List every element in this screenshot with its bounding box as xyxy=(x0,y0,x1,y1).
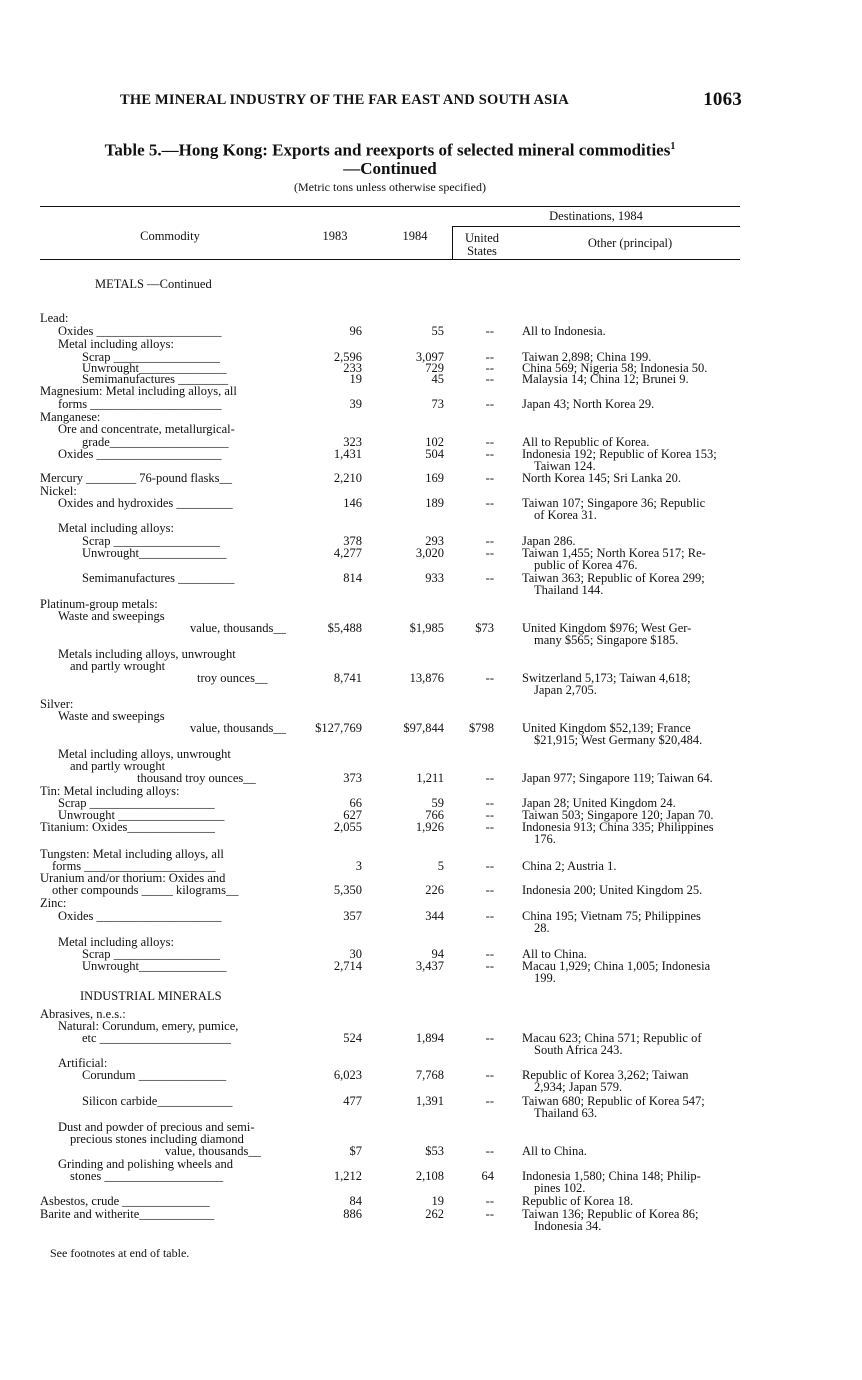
table-row xyxy=(40,1145,740,1157)
commodity-cell: Silver: xyxy=(40,697,74,711)
table-row xyxy=(40,1220,740,1232)
commodity-cell: Unwrought _________________ xyxy=(58,808,225,822)
other-destinations-cell: Indonesia 192; Republic of Korea 153; xyxy=(522,447,717,461)
united-states-cell: $73 xyxy=(475,621,494,635)
other-destinations-cell: 2,934; Japan 579. xyxy=(534,1080,623,1094)
commodity-cell: and partly wrought xyxy=(70,759,166,773)
table-row xyxy=(40,497,740,509)
value-1984-cell: 7,768 xyxy=(415,1068,444,1082)
other-destinations-cell: All to China. xyxy=(522,1144,587,1158)
united-states-cell: -- xyxy=(485,1194,494,1208)
table-row xyxy=(40,398,740,410)
value-1983-cell: 3 xyxy=(355,859,362,873)
value-1984-cell: 102 xyxy=(425,435,444,449)
value-1983-cell: 96 xyxy=(349,324,362,338)
value-1984-cell: 1,926 xyxy=(415,820,444,834)
commodity-cell: Mercury ________ 76-pound flasks__ xyxy=(40,471,232,485)
table-title-line2: —Continued xyxy=(343,158,437,178)
table-row xyxy=(40,1182,740,1194)
table-row xyxy=(40,1195,740,1207)
value-1983-cell: 30 xyxy=(349,947,362,961)
table-row xyxy=(40,972,740,984)
commodity-cell: Tin: Metal including alloys: xyxy=(40,784,180,798)
united-states-cell: -- xyxy=(485,1031,494,1045)
other-destinations-cell: Taiwan 503; Singapore 120; Japan 70. xyxy=(522,808,714,822)
value-1984-cell: 344 xyxy=(425,909,444,923)
value-1983-cell: 357 xyxy=(343,909,362,923)
value-1984-cell: $53 xyxy=(425,1144,444,1158)
commodity-cell: Oxides ____________________ xyxy=(58,447,222,461)
table-row xyxy=(40,897,740,909)
table-row xyxy=(40,1044,740,1056)
commodity-cell: Metal including alloys: xyxy=(58,521,174,535)
col-header-destinations: Destinations, 1984 xyxy=(549,209,643,223)
commodity-cell: Unwrought______________ xyxy=(82,361,227,375)
value-1984-cell: 1,894 xyxy=(415,1031,444,1045)
commodity-cell: Silicon carbide____________ xyxy=(82,1094,233,1108)
table-row xyxy=(40,338,740,350)
other-destinations-cell: China 2; Austria 1. xyxy=(522,859,617,873)
united-states-cell: -- xyxy=(485,771,494,785)
other-destinations-cell: Taiwan 136; Republic of Korea 86; xyxy=(522,1207,699,1221)
footnote: See footnotes at end of table. xyxy=(50,1246,190,1260)
other-destinations-cell: Taiwan 2,898; China 199. xyxy=(522,350,652,364)
other-destinations-cell: Macau 623; China 571; Republic of xyxy=(522,1031,702,1045)
table-row xyxy=(40,684,740,696)
value-1983-cell: 6,023 xyxy=(333,1068,362,1082)
commodity-cell: Scrap ____________________ xyxy=(58,796,215,810)
value-1983-cell: 19 xyxy=(349,372,362,386)
united-states-cell: -- xyxy=(485,534,494,548)
value-1984-cell: 189 xyxy=(425,496,444,510)
commodity-cell: other compounds _____ kilograms__ xyxy=(52,883,239,897)
value-1983-cell: 84 xyxy=(349,1194,362,1208)
value-1983-cell: 2,714 xyxy=(333,959,362,973)
other-destinations-cell: public of Korea 476. xyxy=(534,558,638,572)
united-states-cell: -- xyxy=(485,435,494,449)
table-row xyxy=(40,325,740,337)
commodity-cell: forms _____________________ xyxy=(52,859,216,873)
value-1984-cell: 19 xyxy=(431,1194,444,1208)
section-industrial-minerals: INDUSTRIAL MINERALS xyxy=(80,989,222,1003)
united-states-cell: -- xyxy=(485,959,494,973)
other-destinations-cell: Taiwan 124. xyxy=(534,459,596,473)
value-1983-cell: 233 xyxy=(343,361,362,375)
table-title xyxy=(40,138,740,178)
value-1983-cell: 5,350 xyxy=(333,883,362,897)
table-row xyxy=(40,1081,740,1093)
header-divider xyxy=(452,226,453,260)
united-states-cell: -- xyxy=(485,397,494,411)
value-1984-cell: 504 xyxy=(425,447,444,461)
table-row xyxy=(40,312,740,324)
other-destinations-cell: Taiwan 107; Singapore 36; Republic xyxy=(522,496,706,510)
commodity-cell: Corundum ______________ xyxy=(82,1068,227,1082)
other-destinations-cell: of Korea 31. xyxy=(534,508,597,522)
table-row xyxy=(40,772,740,784)
other-destinations-cell: North Korea 145; Sri Lanka 20. xyxy=(522,471,681,485)
other-destinations-cell: All to China. xyxy=(522,947,587,961)
commodity-cell: Artificial: xyxy=(58,1056,108,1070)
other-destinations-cell: Indonesia 200; United Kingdom 25. xyxy=(522,883,703,897)
value-1983-cell: $127,769 xyxy=(315,721,362,735)
other-destinations-cell: Indonesia 1,580; China 148; Philip- xyxy=(522,1169,701,1183)
page-number: 1063 xyxy=(703,89,742,110)
other-destinations-cell: Japan 977; Singapore 119; Taiwan 64. xyxy=(522,771,713,785)
table-row xyxy=(40,922,740,934)
table-row xyxy=(40,472,740,484)
united-states-cell: -- xyxy=(485,471,494,485)
table-row xyxy=(40,884,740,896)
value-1983-cell: 2,210 xyxy=(333,471,362,485)
commodity-cell: Zinc: xyxy=(40,896,67,910)
value-1984-cell: 73 xyxy=(431,397,444,411)
value-1984-cell: 13,876 xyxy=(409,671,444,685)
value-1984-cell: 766 xyxy=(425,808,444,822)
commodity-cell: Titanium: Oxides______________ xyxy=(40,820,215,834)
value-1984-cell: 3,437 xyxy=(415,959,444,973)
commodity-cell: Uranium and/or thorium: Oxides and xyxy=(40,871,226,885)
value-1984-cell: 293 xyxy=(425,534,444,548)
commodity-cell: Metal including alloys: xyxy=(58,935,174,949)
other-destinations-cell: Japan 2,705. xyxy=(534,683,597,697)
other-destinations-cell: Taiwan 363; Republic of Korea 299; xyxy=(522,571,705,585)
value-1984-cell: 226 xyxy=(425,883,444,897)
commodity-cell: Semimanufactures _________ xyxy=(82,571,235,585)
value-1983-cell: 373 xyxy=(343,771,362,785)
title-footnote-mark: 1 xyxy=(670,141,676,152)
other-destinations-cell: Japan 286. xyxy=(522,534,576,548)
commodity-cell: thousand troy ounces__ xyxy=(137,771,256,785)
commodity-cell: value, thousands__ xyxy=(165,1144,261,1158)
commodity-cell: Abrasives, n.e.s.: xyxy=(40,1007,126,1021)
table-row xyxy=(40,522,740,534)
other-destinations-cell: pines 102. xyxy=(534,1181,586,1195)
other-destinations-cell: Republic of Korea 18. xyxy=(522,1194,634,1208)
table-row xyxy=(40,1032,740,1044)
table-title-line1: Table 5.—Hong Kong: Exports and reexports of selected mineral commodities xyxy=(104,140,671,160)
table-row xyxy=(40,584,740,596)
value-1984-cell: 169 xyxy=(425,471,444,485)
col-header-united-states: United States xyxy=(464,231,500,258)
value-1984-cell: 3,020 xyxy=(415,546,444,560)
value-1983-cell: 477 xyxy=(343,1094,362,1108)
united-states-cell: -- xyxy=(485,671,494,685)
value-1983-cell: 1,212 xyxy=(333,1169,362,1183)
united-states-cell: -- xyxy=(485,820,494,834)
commodity-cell: Waste and sweepings xyxy=(58,709,165,723)
commodity-cell: grade___________________ xyxy=(82,435,229,449)
commodity-cell: Dust and powder of precious and semi- xyxy=(58,1120,255,1134)
other-destinations-cell: Japan 43; North Korea 29. xyxy=(522,397,655,411)
value-1983-cell: 66 xyxy=(349,796,362,810)
commodity-cell: Natural: Corundum, emery, pumice, xyxy=(58,1019,239,1033)
table-row xyxy=(40,1069,740,1081)
table-row xyxy=(40,1107,740,1119)
value-1984-cell: 262 xyxy=(425,1207,444,1221)
commodity-cell: Metal including alloys: xyxy=(58,337,174,351)
value-1984-cell: 2,108 xyxy=(415,1169,444,1183)
table-row xyxy=(40,572,740,584)
other-destinations-cell: Republic of Korea 3,262; Taiwan xyxy=(522,1068,689,1082)
other-destinations-cell: China 569; Nigeria 58; Indonesia 50. xyxy=(522,361,708,375)
value-1983-cell: 8,741 xyxy=(333,671,362,685)
table-row xyxy=(40,833,740,845)
commodity-cell: Lead: xyxy=(40,311,69,325)
united-states-cell: -- xyxy=(485,324,494,338)
table-row xyxy=(40,672,740,684)
commodity-cell: value, thousands__ xyxy=(190,621,286,635)
commodity-cell: Unwrought______________ xyxy=(82,959,227,973)
other-destinations-cell: Indonesia 34. xyxy=(534,1219,602,1233)
commodity-cell: forms _____________________ xyxy=(58,397,222,411)
other-destinations-cell: many $565; Singapore $185. xyxy=(534,633,679,647)
value-1983-cell: 39 xyxy=(349,397,362,411)
other-destinations-cell: All to Republic of Korea. xyxy=(522,435,650,449)
commodity-cell: troy ounces__ xyxy=(197,671,268,685)
table-row xyxy=(40,448,740,460)
value-1983-cell: 1,431 xyxy=(333,447,362,461)
table-row xyxy=(40,385,740,397)
value-1984-cell: 1,391 xyxy=(415,1094,444,1108)
destinations-rule xyxy=(452,226,740,227)
value-1984-cell: 59 xyxy=(431,796,444,810)
table-row xyxy=(40,1170,740,1182)
other-destinations-cell: South Africa 243. xyxy=(534,1043,623,1057)
value-1983-cell: 524 xyxy=(343,1031,362,1045)
united-states-cell: $798 xyxy=(469,721,494,735)
table-row xyxy=(40,1095,740,1107)
commodity-cell: and partly wrought xyxy=(70,659,166,673)
united-states-cell: -- xyxy=(485,1144,494,1158)
value-1983-cell: 378 xyxy=(343,534,362,548)
running-header xyxy=(120,89,742,110)
col-header-commodity: Commodity xyxy=(140,229,200,243)
value-1983-cell: 627 xyxy=(343,808,362,822)
table-row xyxy=(40,960,740,972)
value-1983-cell: 146 xyxy=(343,496,362,510)
running-title: THE MINERAL INDUSTRY OF THE FAR EAST AND SOUTH ASIA xyxy=(120,92,569,108)
united-states-cell: -- xyxy=(485,859,494,873)
commodity-cell: Unwrought______________ xyxy=(82,546,227,560)
other-destinations-cell: Taiwan 1,455; North Korea 517; Re- xyxy=(522,546,706,560)
commodity-cell: value, thousands__ xyxy=(190,721,286,735)
commodity-cell: Scrap _________________ xyxy=(82,534,220,548)
table-row xyxy=(40,910,740,922)
commodity-cell: Tungsten: Metal including alloys, all xyxy=(40,847,224,861)
united-states-cell: -- xyxy=(485,808,494,822)
table-row xyxy=(40,734,740,746)
commodity-cell: Barite and witherite____________ xyxy=(40,1207,215,1221)
united-states-cell: -- xyxy=(485,361,494,375)
other-destinations-cell: Malaysia 14; China 12; Brunei 9. xyxy=(522,372,689,386)
united-states-cell: -- xyxy=(485,883,494,897)
table-row xyxy=(40,1208,740,1220)
other-destinations-cell: Indonesia 913; China 335; Philippines xyxy=(522,820,714,834)
other-destinations-cell: Japan 28; United Kingdom 24. xyxy=(522,796,676,810)
commodity-cell: Metal including alloys, unwrought xyxy=(58,747,231,761)
value-1984-cell: 1,211 xyxy=(416,771,444,785)
table-row xyxy=(40,1133,740,1145)
commodity-cell: Scrap _________________ xyxy=(82,947,220,961)
united-states-cell: -- xyxy=(485,909,494,923)
united-states-cell: -- xyxy=(485,1207,494,1221)
united-states-cell: 64 xyxy=(481,1169,494,1183)
table-top-rule xyxy=(40,206,740,207)
section-metals: METALS —Continued xyxy=(95,277,212,291)
table-row xyxy=(40,423,740,435)
united-states-cell: -- xyxy=(485,947,494,961)
other-destinations-cell: Switzerland 5,173; Taiwan 4,618; xyxy=(522,671,691,685)
col-header-1983: 1983 xyxy=(322,229,348,243)
units-note: (Metric tons unless otherwise specified) xyxy=(294,180,486,194)
value-1984-cell: $1,985 xyxy=(409,621,444,635)
value-1984-cell: 933 xyxy=(425,571,444,585)
other-destinations-cell: $21,915; West Germany $20,484. xyxy=(534,733,703,747)
other-destinations-cell: Thailand 144. xyxy=(534,583,604,597)
commodity-cell: Grinding and polishing wheels and xyxy=(58,1157,233,1171)
table-header-rule xyxy=(40,259,740,260)
value-1983-cell: 2,596 xyxy=(333,350,362,364)
commodity-cell: Waste and sweepings xyxy=(58,609,165,623)
united-states-cell: -- xyxy=(485,372,494,386)
commodity-cell: Metals including alloys, unwrought xyxy=(58,647,236,661)
united-states-cell: -- xyxy=(485,1094,494,1108)
commodity-cell: Semimanufactures ________ xyxy=(82,372,229,386)
table-row xyxy=(40,559,740,571)
value-1983-cell: 323 xyxy=(343,435,362,449)
united-states-cell: -- xyxy=(485,796,494,810)
other-destinations-cell: United Kingdom $976; West Ger- xyxy=(522,621,692,635)
other-destinations-cell: Taiwan 680; Republic of Korea 547; xyxy=(522,1094,705,1108)
other-destinations-cell: All to Indonesia. xyxy=(522,324,606,338)
other-destinations-cell: China 195; Vietnam 75; Philippines xyxy=(522,909,701,923)
commodity-cell: Oxides and hydroxides _________ xyxy=(58,496,233,510)
value-1984-cell: 5 xyxy=(437,859,444,873)
commodity-cell: Oxides ____________________ xyxy=(58,324,222,338)
united-states-cell: -- xyxy=(485,1068,494,1082)
united-states-cell: -- xyxy=(485,546,494,560)
united-states-cell: -- xyxy=(485,571,494,585)
value-1983-cell: 4,277 xyxy=(333,546,362,560)
commodity-cell: Ore and concentrate, metallurgical- xyxy=(58,422,235,436)
commodity-cell: Asbestos, crude ______________ xyxy=(40,1194,210,1208)
value-1983-cell: 2,055 xyxy=(333,820,362,834)
commodity-cell: Nickel: xyxy=(40,484,77,498)
value-1983-cell: 814 xyxy=(343,571,362,585)
col-header-1984: 1984 xyxy=(402,229,428,243)
commodity-cell: Oxides ____________________ xyxy=(58,909,222,923)
other-destinations-cell: 176. xyxy=(534,832,556,846)
other-destinations-cell: Thailand 63. xyxy=(534,1106,598,1120)
value-1984-cell: $97,844 xyxy=(403,721,444,735)
other-destinations-cell: 28. xyxy=(534,921,550,935)
value-1984-cell: 55 xyxy=(431,324,444,338)
table-row xyxy=(40,634,740,646)
commodity-cell: Platinum-group metals: xyxy=(40,597,158,611)
value-1984-cell: 3,097 xyxy=(415,350,444,364)
value-1984-cell: 729 xyxy=(425,361,444,375)
other-destinations-cell: Macau 1,929; China 1,005; Indonesia xyxy=(522,959,711,973)
table-row xyxy=(40,509,740,521)
commodity-cell: precious stones including diamond xyxy=(70,1132,244,1146)
value-1983-cell: 886 xyxy=(343,1207,362,1221)
value-1984-cell: 45 xyxy=(431,372,444,386)
value-1983-cell: $5,488 xyxy=(327,621,362,635)
value-1984-cell: 94 xyxy=(431,947,444,961)
commodity-cell: stones ___________________ xyxy=(70,1169,224,1183)
united-states-cell: -- xyxy=(485,447,494,461)
united-states-cell: -- xyxy=(485,496,494,510)
other-destinations-cell: 199. xyxy=(534,971,556,985)
united-states-cell: -- xyxy=(485,350,494,364)
other-destinations-cell: United Kingdom $52,139; France xyxy=(522,721,691,735)
col-header-other-principal: Other (principal) xyxy=(587,236,673,250)
commodity-cell: Scrap _________________ xyxy=(82,350,220,364)
commodity-cell: Manganese: xyxy=(40,410,101,424)
table-row xyxy=(40,821,740,833)
commodity-cell: etc _____________________ xyxy=(82,1031,231,1045)
value-1983-cell: $7 xyxy=(349,1144,362,1158)
commodity-cell: Magnesium: Metal including alloys, all xyxy=(40,384,237,398)
